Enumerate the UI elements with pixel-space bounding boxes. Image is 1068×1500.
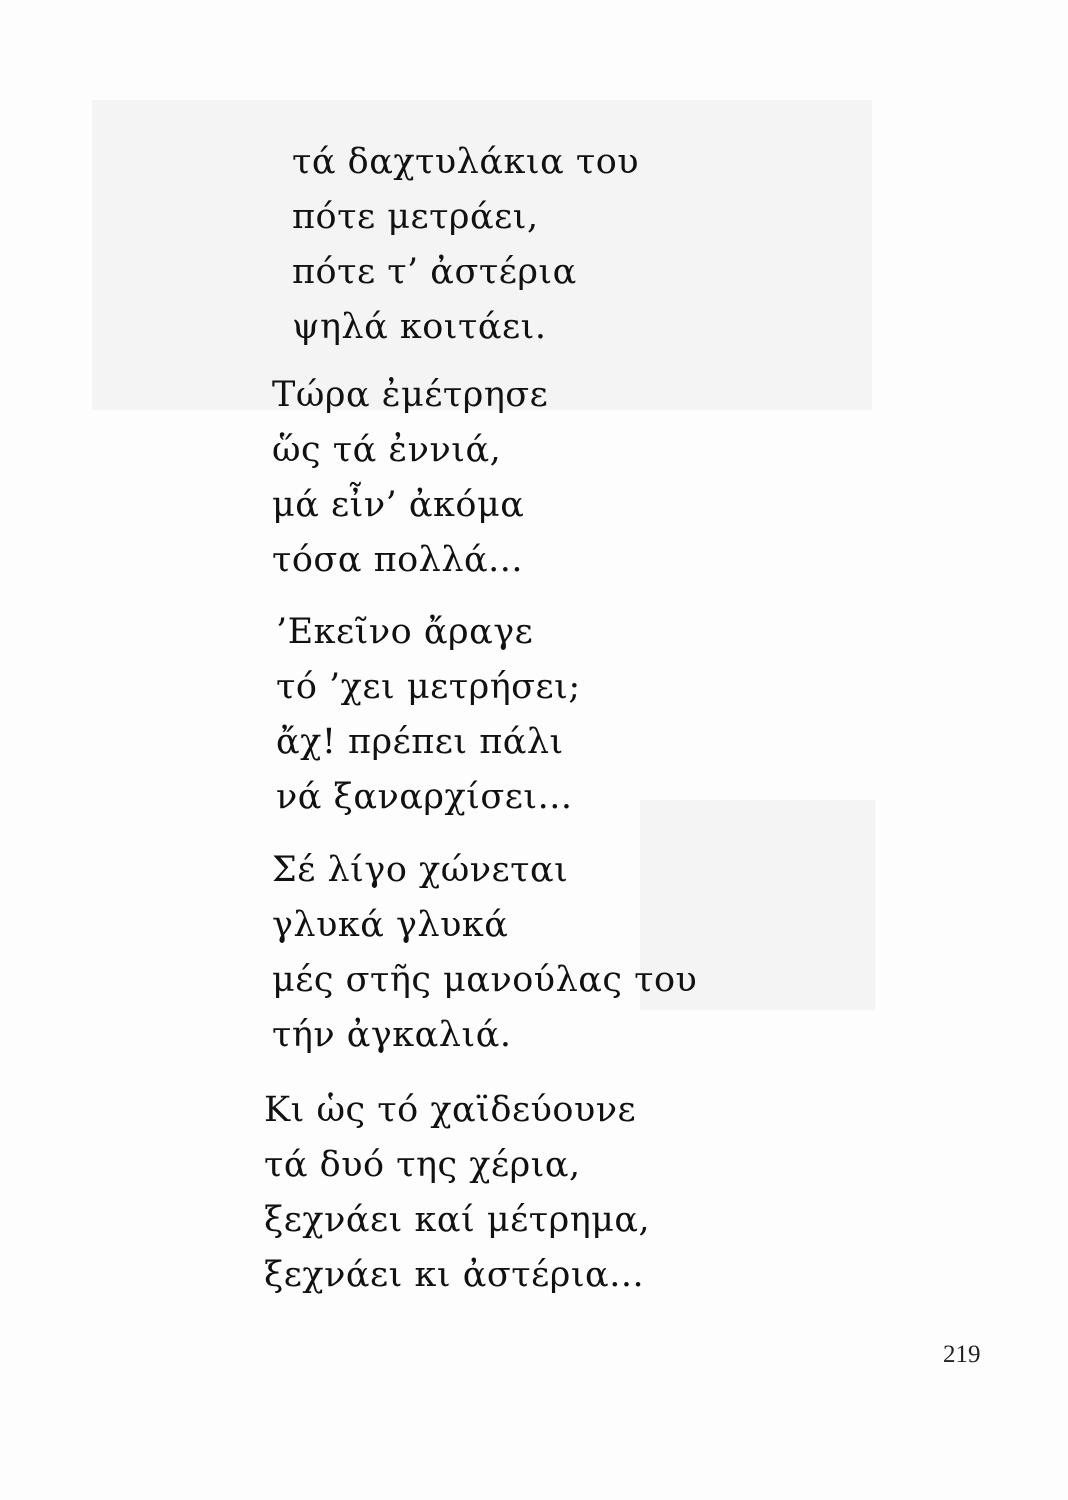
poem-line: μές στῆς μανούλας του bbox=[272, 960, 698, 1000]
poem-line: μά εἶν’ ἀκόμα bbox=[272, 485, 525, 525]
poem-line: ἄχ! πρέπει πάλι bbox=[276, 722, 564, 762]
poem-line: νά ξαναρχίσει... bbox=[276, 777, 573, 817]
poem-line: γλυκά γλυκά bbox=[272, 905, 509, 945]
poem-line: ξεχνάει κι ἀστέρια... bbox=[264, 1255, 645, 1295]
poem-line: ὥς τά ἐννιά, bbox=[272, 430, 502, 470]
poem-line: πότε μετράει, bbox=[292, 197, 539, 237]
poem-line: πότε τ’ ἀστέρια bbox=[292, 252, 577, 292]
page-number: 219 bbox=[943, 1341, 981, 1368]
poem-line: Τώρα ἐμέτρησε bbox=[272, 375, 549, 415]
poem-line: τήν ἀγκαλιά. bbox=[272, 1015, 512, 1055]
poem-line: τό ’χει μετρήσει; bbox=[276, 667, 581, 707]
poem-line: τόσα πολλά... bbox=[272, 540, 524, 580]
poem-line: τά δυό της χέρια, bbox=[264, 1145, 581, 1185]
poem-line: Κι ὡς τό χαϊδεύουνε bbox=[264, 1090, 637, 1130]
poem-line: ξεχνάει καί μέτρημα, bbox=[264, 1200, 651, 1240]
poem-line: ψηλά κοιτάει. bbox=[292, 307, 547, 347]
poem-line: Σέ λίγο χώνεται bbox=[272, 850, 569, 890]
poem-line: ’Εκεῖνο ἄραγε bbox=[276, 612, 534, 652]
poem-line: τά δαχτυλάκια του bbox=[292, 142, 640, 182]
